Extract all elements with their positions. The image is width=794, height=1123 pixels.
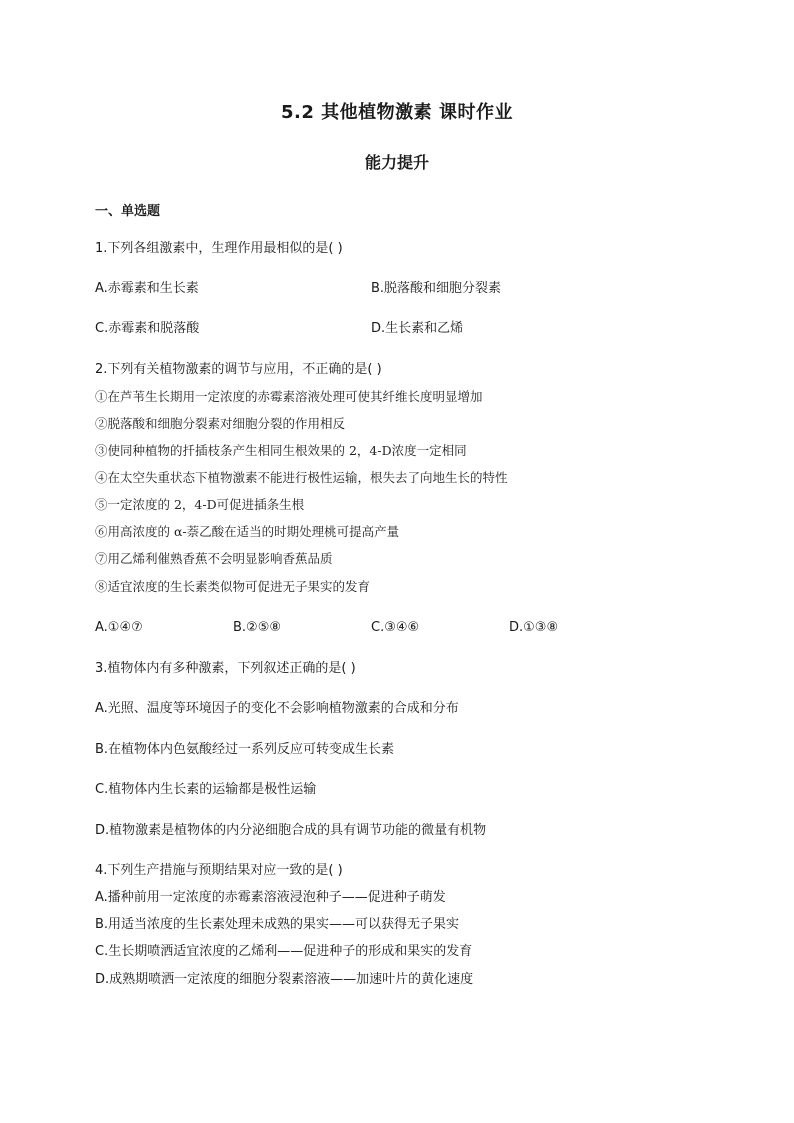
question-2-statement: ④在太空失重状态下植物激素不能进行极性运输，根失去了向地生长的特性 [95,470,508,485]
question-2-option-a: A.①④⑦ [95,620,143,635]
question-2-statement: ①在芦苇生长期用一定浓度的赤霉素溶液处理可使其纤维长度明显增加 [95,389,483,404]
question-4-option-b: B.用适当浓度的生长素处理未成熟的果实——可以获得无子果实 [95,917,460,932]
question-2-statement: ⑦用乙烯利催熟香蕉不会明显影响香蕉品质 [95,551,333,566]
question-3-option-a: A.光照、温度等环境因子的变化不会影响植物激素的合成和分布 [95,701,459,716]
question-1-option-a: A.赤霉素和生长素 [95,281,199,296]
question-2-statement: ⑧适宜浓度的生长素类似物可促进无子果实的发育 [95,579,371,594]
question-2-statement: ②脱落酸和细胞分裂素对细胞分裂的作用相反 [95,416,346,431]
question-4-option-c: C.生长期喷洒适宜浓度的乙烯利——促进种子的形成和果实的发育 [95,944,473,959]
question-4-stem: 4.下列生产措施与预期结果对应一致的是( ) [95,863,343,878]
question-1-option-d: D.生长素和乙烯 [371,321,464,336]
page-subtitle: 能力提升 [364,153,429,172]
section-heading: 一、单选题 [95,204,161,219]
question-2-stem: 2.下列有关植物激素的调节与应用，不正确的是( ) [95,362,382,377]
question-3-option-c: C.植物体内生长素的运输都是极性运输 [95,782,317,797]
question-4-option-a: A.播种前用一定浓度的赤霉素溶液浸泡种子——促进种子萌发 [95,890,446,905]
page-title: 5.2 其他植物激素 课时作业 [281,102,513,123]
question-2-option-c: C.③④⑥ [371,620,420,635]
question-3-option-b: B.在植物体内色氨酸经过一系列反应可转变成生长素 [95,742,395,757]
question-2-statement: ⑥用高浓度的 α-萘乙酸在适当的时期处理桃可提高产量 [95,524,400,539]
question-1-stem: 1.下列各组激素中，生理作用最相似的是( ) [95,241,343,256]
question-2-statement: ⑤一定浓度的 2，4-D可促进插条生根 [95,497,305,512]
question-2-statement: ③使同种植物的扦插枝条产生相同生根效果的 2，4-D浓度一定相同 [95,443,467,458]
question-2-option-d: D.①③⑧ [509,620,559,635]
question-1-option-b: B.脱落酸和细胞分裂素 [371,281,502,296]
question-2-option-b: B.②⑤⑧ [233,620,282,635]
question-1-option-c: C.赤霉素和脱落酸 [95,321,200,336]
question-4-option-d: D.成熟期喷洒一定浓度的细胞分裂素溶液——加速叶片的黄化速度 [95,972,474,987]
question-3-stem: 3.植物体内有多种激素，下列叙述正确的是( ) [95,661,356,676]
question-3-option-d: D.植物激素是植物体的内分泌细胞合成的具有调节功能的微量有机物 [95,823,487,838]
